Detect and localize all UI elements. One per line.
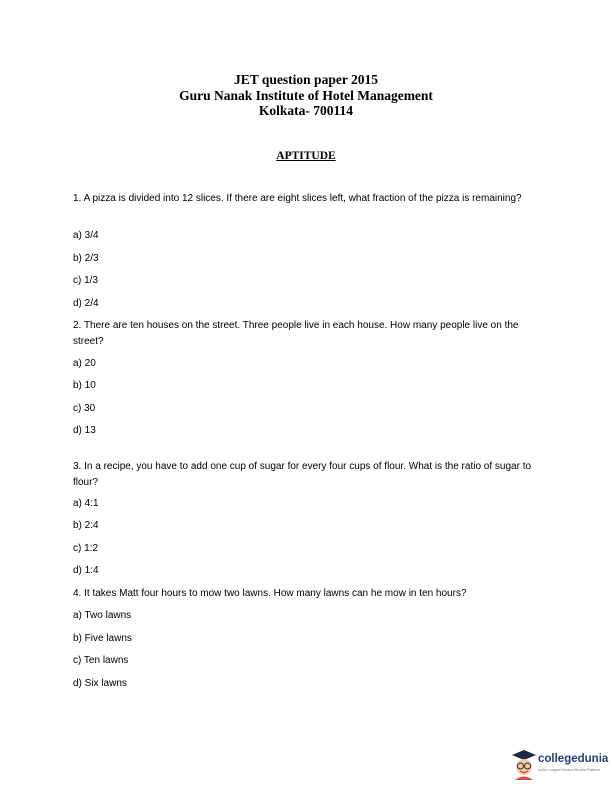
question-2-option-d: d) 13: [73, 425, 96, 436]
question-4-option-c: c) Ten lawns: [73, 655, 129, 666]
question-1-option-c: c) 1/3: [73, 275, 99, 286]
document-header: [0, 72, 612, 119]
question-1-option-a: a) 3/4: [73, 230, 99, 241]
collegedunia-logo: [510, 748, 612, 782]
question-4-option-b: b) Five lawns: [73, 633, 132, 644]
question-3-option-b: b) 2:4: [73, 520, 99, 531]
question-1-option-b: b) 2/3: [73, 253, 99, 264]
logo-wordmark: collegedunia: [538, 753, 609, 765]
question-3: 3. In a recipe, you have to add one cup of sugar for every four cups of flour. What is the ratio of sugar to flour?: [73, 461, 532, 488]
question-2: 2. There are ten houses on the street. Three people live in each house. How many people live on the street?: [73, 320, 519, 347]
question-1: 1. A pizza is divided into 12 slices. If there are eight slices left, what fraction of the pizza is remaining?: [73, 193, 522, 204]
mascot-icon: [510, 748, 538, 780]
question-4-option-a: a) Two lawns: [73, 610, 132, 621]
question-1-option-d: d) 2/4: [73, 298, 99, 309]
section-title: APTITUDE: [276, 150, 336, 162]
question-2-option-c: c) 30: [73, 403, 96, 414]
question-4: 4. It takes Matt four hours to mow two lawns. How many lawns can he mow in ten hours?: [73, 588, 467, 599]
question-3-option-d: d) 1:4: [73, 565, 99, 576]
institute-location: Kolkata- 700114: [258, 103, 354, 118]
logo-tagline: India's Largest Student Review Platform: [538, 768, 601, 772]
question-3-option-c: c) 1:2: [73, 543, 99, 554]
question-3-option-a: a) 4:1: [73, 498, 99, 509]
paper-title: JET question paper 2015: [234, 72, 378, 87]
question-2-option-b: b) 10: [73, 380, 96, 391]
question-2-option-a: a) 20: [73, 358, 96, 369]
institute-name: Guru Nanak Institute of Hotel Management: [179, 87, 433, 103]
question-4-option-d: d) Six lawns: [73, 678, 127, 689]
